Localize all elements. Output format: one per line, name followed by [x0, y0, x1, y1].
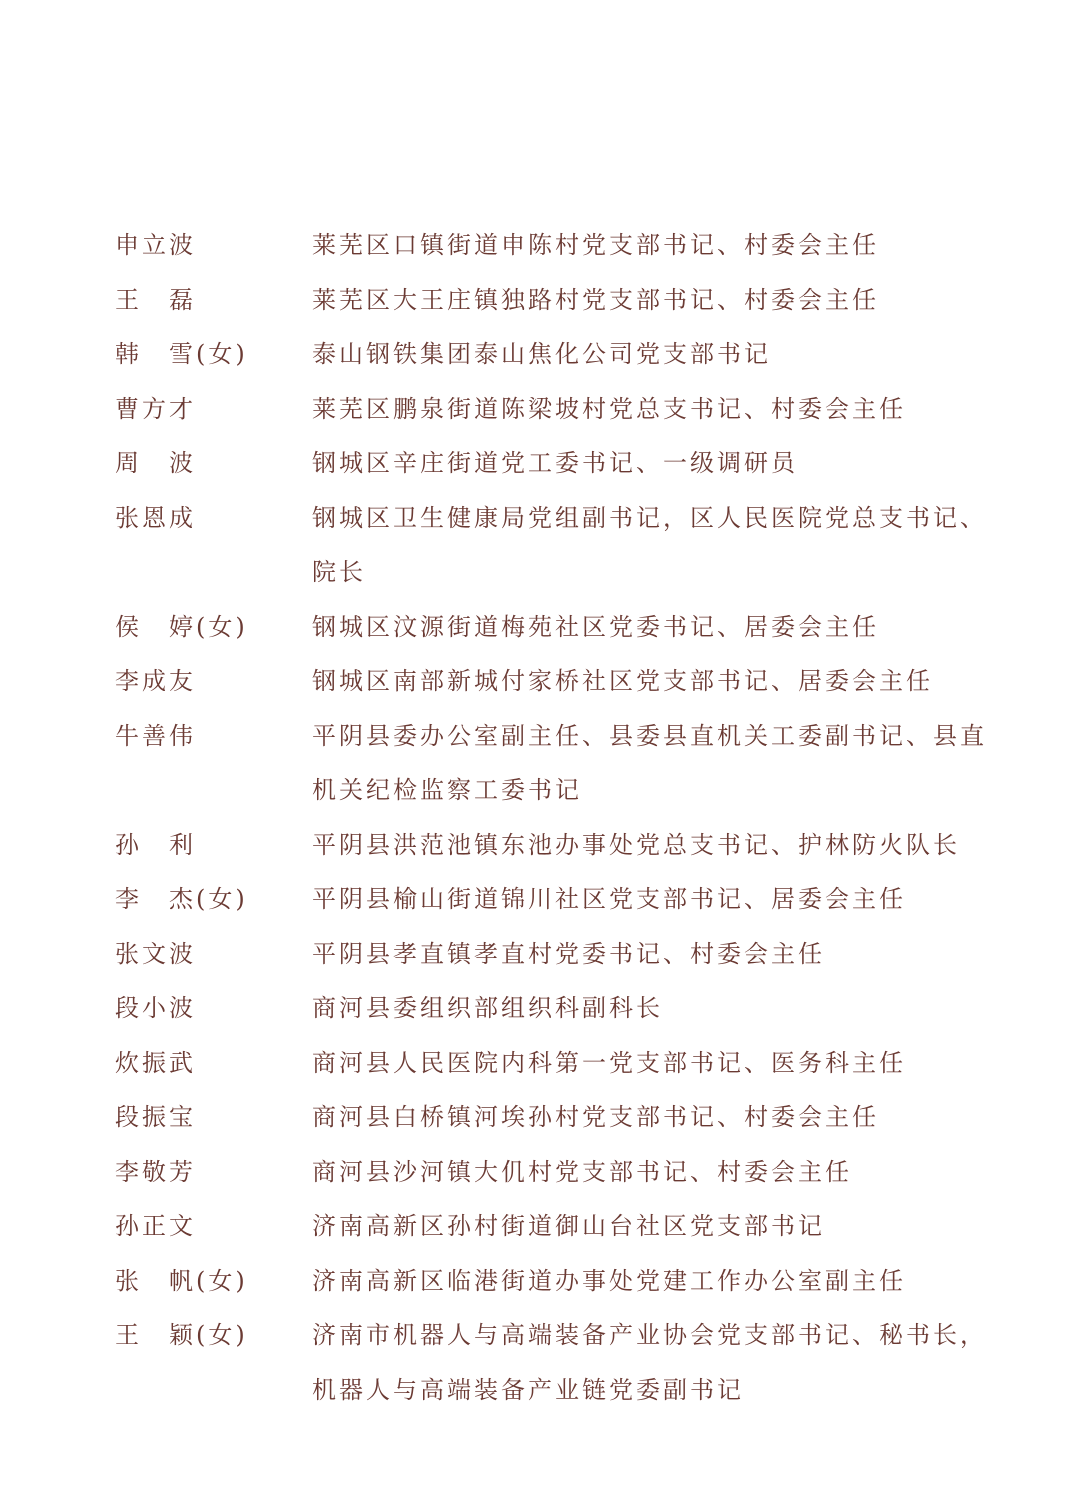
person-title: 钢城区汶源街道梅苑社区党委书记、居委会主任	[312, 612, 879, 641]
list-item	[115, 600, 995, 655]
list-item	[115, 491, 995, 600]
honoree-list	[115, 218, 995, 1417]
person-title: 钢城区卫生健康局党组副书记，区人民医院党总支书记、院长	[312, 503, 987, 586]
person-name: 张文波	[115, 939, 196, 968]
person-name: 牛善伟	[115, 721, 196, 750]
list-item	[115, 1145, 995, 1200]
person-name: 段小波	[115, 994, 196, 1022]
person-title: 平阴县孝直镇孝直村党委书记、村委会主任	[312, 939, 825, 968]
person-title: 钢城区南部新城付家桥社区党支部书记、居委会主任	[312, 667, 933, 695]
list-item	[115, 1199, 995, 1254]
person-title: 商河县白桥镇河埃孙村党支部书记、村委会主任	[312, 1103, 879, 1131]
list-item	[115, 327, 995, 382]
list-item	[115, 872, 995, 927]
person-name: 李成友	[115, 667, 196, 695]
person-name: 侯 婷(女)	[115, 612, 248, 641]
person-title: 济南高新区孙村街道御山台社区党支部书记	[312, 1212, 825, 1240]
person-title: 商河县沙河镇大仉村党支部书记、村委会主任	[312, 1157, 852, 1186]
list-item	[115, 273, 995, 328]
person-title: 莱芜区鹏泉街道陈梁坡村党总支书记、村委会主任	[312, 394, 906, 423]
person-name: 王 颖(女)	[115, 1321, 248, 1349]
person-title: 莱芜区口镇街道申陈村党支部书记、村委会主任	[312, 231, 879, 259]
person-title: 平阴县榆山街道锦川社区党支部书记、居委会主任	[312, 885, 906, 913]
list-item	[115, 1254, 995, 1309]
person-name: 韩 雪(女)	[115, 340, 248, 368]
person-name: 王 磊	[115, 285, 196, 314]
person-title: 平阴县洪范池镇东池办事处党总支书记、护林防火队长	[312, 830, 960, 859]
person-title: 莱芜区大王庄镇独路村党支部书记、村委会主任	[312, 285, 879, 314]
person-title: 平阴县委办公室副主任、县委县直机关工委副书记、县直机关纪检监察工委书记	[312, 721, 987, 804]
person-name: 张恩成	[115, 503, 196, 532]
person-name: 周 波	[115, 449, 196, 477]
list-item	[115, 709, 995, 818]
person-name: 申立波	[115, 231, 196, 259]
person-title: 泰山钢铁集团泰山焦化公司党支部书记	[312, 340, 771, 368]
list-item	[115, 436, 995, 491]
list-item	[115, 1308, 995, 1417]
person-name: 段振宝	[115, 1103, 196, 1131]
person-name: 李敬芳	[115, 1157, 196, 1186]
person-name: 曹方才	[115, 394, 196, 423]
list-item	[115, 654, 995, 709]
person-title: 钢城区辛庄街道党工委书记、一级调研员	[312, 449, 798, 477]
person-title: 济南市机器人与高端装备产业协会党支部书记、秘书长，机器人与高端装备产业链党委副书记	[312, 1321, 987, 1404]
person-title: 商河县委组织部组织科副科长	[312, 994, 663, 1022]
list-item	[115, 382, 995, 437]
list-item	[115, 1090, 995, 1145]
person-title: 济南高新区临港街道办事处党建工作办公室副主任	[312, 1266, 906, 1295]
list-item	[115, 1036, 995, 1091]
list-item	[115, 927, 995, 982]
person-name: 孙 利	[115, 830, 196, 859]
person-name: 孙正文	[115, 1212, 196, 1240]
list-item	[115, 818, 995, 873]
list-item	[115, 218, 995, 273]
list-item	[115, 981, 995, 1036]
person-name: 张 帆(女)	[115, 1266, 248, 1295]
person-name: 李 杰(女)	[115, 885, 248, 913]
person-name: 炊振武	[115, 1048, 196, 1077]
person-title: 商河县人民医院内科第一党支部书记、医务科主任	[312, 1048, 906, 1077]
